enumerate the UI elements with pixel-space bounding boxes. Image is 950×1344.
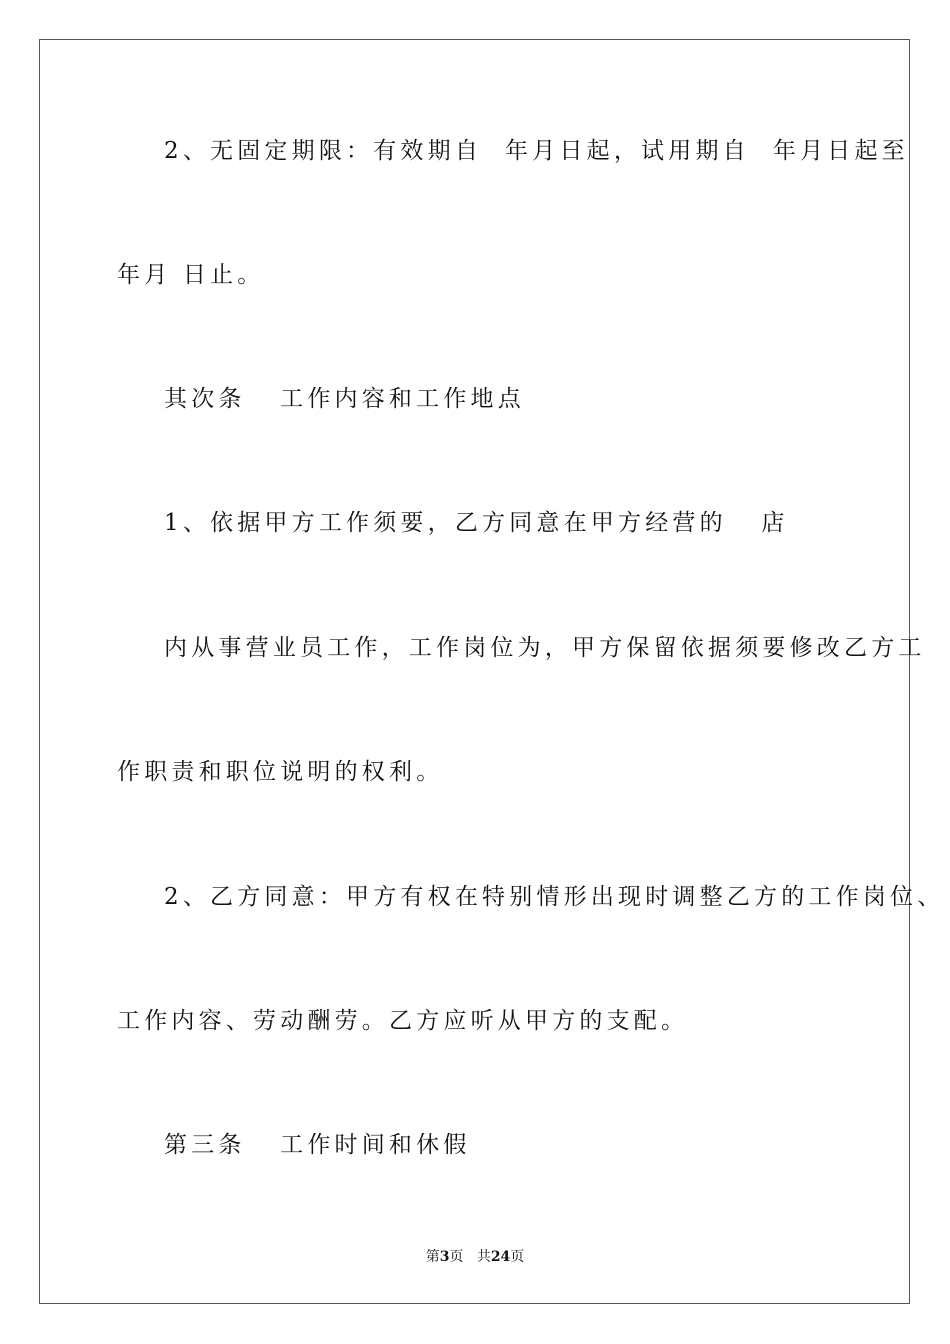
- total-pages: 24: [490, 1249, 511, 1265]
- page-frame: [39, 39, 910, 1304]
- page-suffix: 页: [449, 1249, 464, 1265]
- paragraph-line: 2、乙方同意：甲方有权在特别情形出现时调整乙方的工作岗位、: [164, 884, 945, 910]
- paragraph-line: 内从事营业员工作，工作岗位为，甲方保留依据须要修改乙方工: [164, 635, 926, 661]
- paragraph-line: 1、依据甲方工作须要，乙方同意在甲方经营的 店: [164, 510, 789, 536]
- page-number: 3: [439, 1249, 450, 1265]
- page-prefix: 第: [425, 1249, 440, 1265]
- section-heading: 其次条 工作内容和工作地点: [164, 386, 525, 412]
- total-suffix: 页: [510, 1249, 525, 1265]
- page-footer: [0, 1248, 950, 1266]
- paragraph-line: 年月 日止。: [117, 262, 265, 288]
- total-prefix: 共: [476, 1249, 491, 1265]
- paragraph-line: 2、无固定期限：有效期自 年月日起，试用期自 年月日起至: [164, 138, 909, 164]
- section-heading: 第三条 工作时间和休假: [164, 1132, 471, 1158]
- paragraph-line: 工作内容、劳动酬劳。乙方应听从甲方的支配。: [117, 1008, 689, 1034]
- paragraph-line: 作职责和职位说明的权利。: [117, 759, 444, 785]
